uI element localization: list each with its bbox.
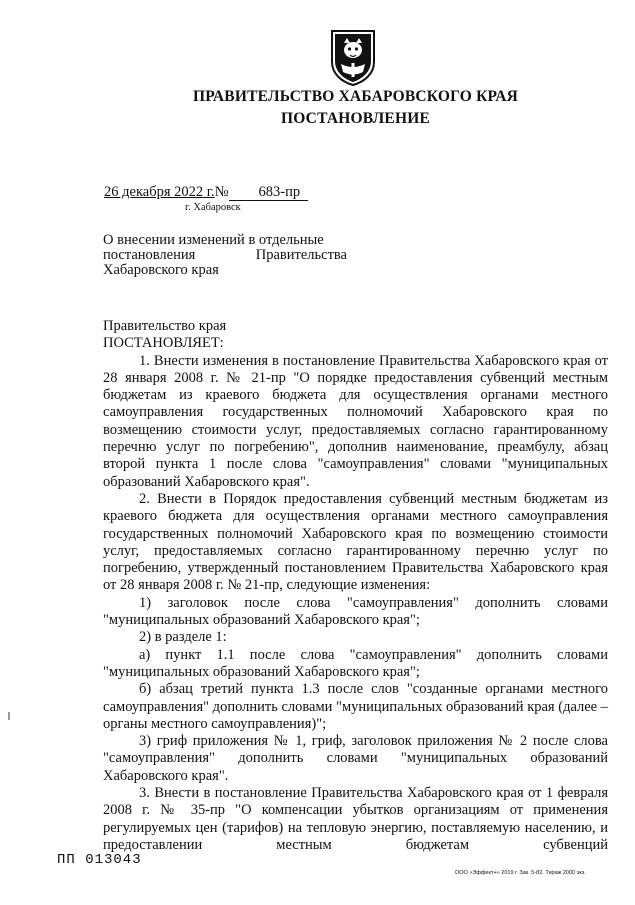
body-paragraph: 1) заголовок после слова "самоуправления" дополнить словами "муниципальных образований Хабаровского края"; [103, 594, 608, 629]
body-resolves: ПОСТАНОВЛЯЕТ: [103, 335, 224, 352]
subject-line: О внесении изменений в отдельные [103, 232, 324, 248]
subject-word: Правительства [255, 247, 347, 263]
body-paragraph: б) абзац третий пункта 1.3 после слов "созданные органами местного самоуправления" дополнить словами "муниципальных образований края (далее – органы местного самоуправления)"; [103, 681, 608, 732]
body-intro: Правительство края [103, 318, 227, 334]
subject-line [103, 248, 347, 263]
document-body [103, 318, 608, 854]
number-sign: № [214, 184, 229, 200]
subject-line: Хабаровского края [103, 262, 219, 278]
document-date: 26 декабря 2022 г. [104, 184, 215, 200]
body-paragraph: 2) в разделе 1: [139, 629, 227, 646]
government-title: ПРАВИТЕЛЬСТВО ХАБАРОВСКОГО КРАЯ [192, 88, 519, 105]
coat-of-arms-emblem [328, 28, 378, 86]
document-city: г. Хабаровск [185, 202, 241, 213]
subject-word: постановления [103, 247, 196, 263]
document-type-title: ПОСТАНОВЛЕНИЕ [280, 110, 431, 127]
body-paragraph: 3) гриф приложения № 1, гриф, заголовок приложения № 2 после слова "самоуправления" дополнить словами "муниципальных образований Хабаровского края". [103, 733, 608, 784]
form-serial-number: ПП 013043 [57, 852, 142, 868]
body-paragraph: 3. Внести в постановление Правительства Хабаровского края от 1 февраля 2008 г. № 35-пр "О компенсации убытков организациям от применения регулируемых цен (тарифов) на тепловую энергию, поставляемую населению, и предоставлении местным бюджетам субвенций [103, 785, 608, 853]
document-number: 683-пр [229, 185, 309, 201]
margin-mark [8, 712, 10, 720]
document-subject [103, 233, 347, 278]
body-paragraph: 1. Внести изменения в постановление Правительства Хабаровского края от 28 января 2008 г. № 21-пр "О порядке предоставления субвенций местным бюджетам из краевого бюджета для осуществления органами местного самоуправления государственных полномочий Хабаровского края по возмещению стоимости услуг, предоставляемых согласно гарантированному перечню услуг по погребению", дополнив наименование, преамбулу, абзац второй пункта 1 после слова "самоуправления" словами "муниципальных образований Хабаровского края". [103, 352, 608, 490]
printer-imprint: ООО «Эффект+» 2019 г. Зак. 5-82. Тираж 2000 экз. [455, 870, 586, 876]
document-date-number [104, 184, 308, 201]
body-paragraph: 2. Внести в Порядок предоставления субвенций местным бюджетам из краевого бюджета для осуществления органами местного самоуправления государственных полномочий Хабаровского края по возмещению стоимости услуг, предоставляемых согласно гарантированному перечню услуг по погребению, утвержденный постановлением Правительства Хабаровского края от 28 января 2008 г. № 21-пр, следующие изменения: [103, 490, 608, 594]
body-paragraph: а) пункт 1.1 после слова "самоуправления" дополнить словами "муниципальных образований Хабаровского края"; [103, 646, 608, 680]
